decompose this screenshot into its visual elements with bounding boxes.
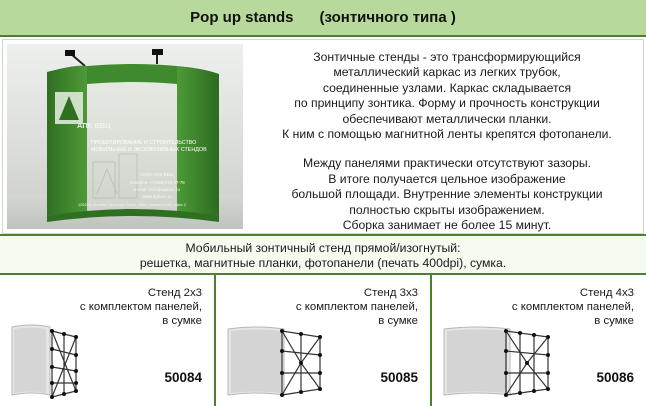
page-subtitle: (зонтичного типа ) (319, 9, 456, 26)
desc-line: К ним с помощью магнитной ленты крепятся фотопанели. (282, 127, 612, 142)
lamp-icon (65, 49, 163, 66)
kit-line-2: решетка, магнитные планки, фотопанели (печать 400dpi), сумка. (139, 256, 507, 270)
stand-address: 129223, Москва, Проспект Мира, ВВЦ, павильон 63, офис 2 (77, 202, 187, 207)
desc-line: Зонтичные стенды - это трансформирующийся (313, 50, 581, 64)
product-card-4x3[interactable] (432, 275, 646, 406)
stand-headline-2: МОБИЛЬНЫХ И ЭКСКЛЮЗИВНЫХ СТЕНДОВ (91, 147, 207, 153)
product-code: 50086 (596, 370, 634, 385)
kit-description (0, 234, 646, 275)
desc-line: В итоге получается цельное изображение (328, 171, 566, 186)
page-title: Pop up stands (190, 9, 294, 26)
product-card-3x3[interactable] (216, 275, 432, 406)
desc-line: Сборка занимает не более 15 минут. (342, 218, 552, 233)
product-card-2x3[interactable] (0, 275, 216, 406)
description (253, 50, 641, 233)
desc-line: соединенные узлами. Каркас складывается (322, 80, 572, 95)
product-name: Стенд 2x3 с комплектом панелей, в сумке (79, 287, 202, 327)
product-code: 50084 (164, 370, 202, 385)
product-name: Стенд 3x3 с комплектом панелей, в сумке (295, 287, 418, 327)
stand-company: ООО АПК ВВЦ (140, 173, 174, 178)
desc-line: по принципу зонтика. Форму и прочность конструкции (294, 96, 600, 111)
stand-2x3-icon (10, 321, 80, 401)
stand-illustration (7, 44, 243, 229)
desc-line: металлический каркас из легких трубок, (333, 65, 561, 80)
stand-4x3-icon (442, 321, 552, 401)
stand-email: e-mail: tech@apkvvc.ru (134, 187, 180, 192)
product-name: Стенд 4x3 с комплектом панелей, в сумке (511, 287, 634, 327)
hero-section (2, 39, 644, 234)
stand-brand: АПК ВВЦ (77, 121, 111, 130)
kit-line-1: Мобильный зонтичный стенд прямой/изогнутый: (185, 241, 461, 255)
stand-headline-1: ПРОЕКТИРОВАНИЕ И СТРОИТЕЛЬСТВО (91, 140, 197, 146)
stand-site: www.apkvvc.ru (142, 194, 172, 199)
desc-line: полностью скрыты изображением. (349, 202, 545, 217)
page-header (0, 0, 646, 37)
stand-photo (7, 44, 243, 229)
product-code: 50085 (380, 370, 418, 385)
desc-line: Между панелями практически отсутствуют зазоры. (303, 156, 591, 171)
product-list (0, 275, 646, 406)
desc-line: обеспечивают металлически планки. (342, 111, 552, 126)
desc-line: большой площади. Внутренние элементы конструкции (291, 187, 603, 202)
stand-3x3-icon (226, 321, 326, 401)
stand-phone: телефон: +7(495)748-37-78 (129, 180, 185, 185)
